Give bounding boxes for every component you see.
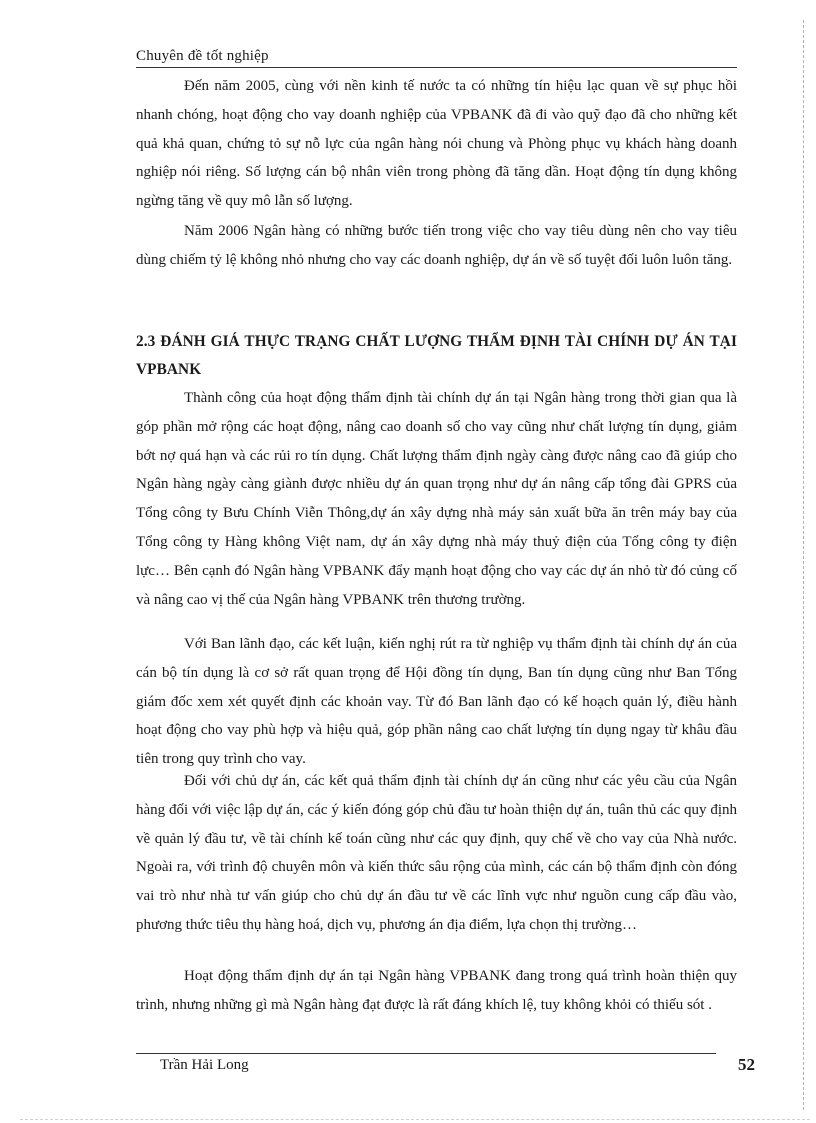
paragraph-management-benefits: Với Ban lãnh đạo, các kết luận, kiến nghị rút ra từ nghiệp vụ thẩm định tài chính dự án của cán bộ tín dụng là cơ sở rất quan trọng để Hội đồng tín dụng, Ban tín dụng cũng như Ban Tổng giám đốc xem xét quyết định các khoản vay. Từ đó Ban lãnh đạo có kế hoạch quản lý, điều hành hoạt động cho vay phù hợp và hiệu quả, góp phần nâng cao chất lượng tín dụng ngay từ khâu đầu tiên trong quy trình cho vay. (136, 636, 737, 768)
paragraph-process-conclusion: Hoạt động thẩm định dự án tại Ngân hàng VPBANK đang trong quá trình hoàn thiện quy trình, nhưng những gì mà Ngân hàng đạt được là rất đáng khích lệ, tuy không khỏi có thiếu sót . (136, 968, 737, 1013)
paragraph-2006-consumer-loans: Năm 2006 Ngân hàng có những bước tiến trong việc cho vay tiêu dùng nên cho vay tiêu dùng chiếm tỷ lệ không nhỏ nhưng cho vay các doanh nghiệp, dự án về số tuyệt đối luôn luôn tăng. (136, 223, 737, 268)
section-heading: 2.3 ĐÁNH GIÁ THỰC TRẠNG CHẤT LƯỢNG THẨM ĐỊNH TÀI CHÍNH DỰ ÁN TẠI VPBANK (136, 333, 737, 378)
running-header: Chuyên đề tốt nghiệp (136, 48, 269, 64)
paragraph-project-owner-benefits: Đối với chủ dự án, các kết quả thẩm định tài chính dự án cũng như các yêu cầu của Ngân hàng đối với việc lập dự án, các ý kiến đóng góp chủ đầu tư hoàn thiện dự án, tuân thủ các quy định về quản lý đầu tư, về tài chính kế toán cũng như các quy định, quy chế về cho vay của Nhà nước. Ngoài ra, với trình độ chuyên môn và kiến thức sâu rộng của mình, các cán bộ thẩm định còn đóng vai trò như nhà tư vấn giúp cho chủ dự án đầu tư về các lĩnh vực như nguồn cung cấp đầu vào, phương thức tiêu thụ hàng hoá, dịch vụ, phương án địa điểm, lựa chọn thị trường… (136, 773, 737, 933)
paragraph-appraisal-success: Thành công của hoạt động thẩm định tài chính dự án tại Ngân hàng trong thời gian qua là góp phần mở rộng các hoạt động, nâng cao doanh số cho vay cũng như chất lượng tín dụng, giảm bớt nợ quá hạn và các rủi ro tín dụng. Chất lượng thẩm định ngày càng được nâng cao đã giúp cho Ngân hàng ngày càng giành được nhiều dự án quan trọng như dự án nâng cấp tổng đài GPRS của Tổng công ty Bưu Chính Viễn Thông,dự án xây dựng nhà máy sản xuất bữa ăn trên máy bay của Tổng công ty Hàng không Việt nam, dự án xây dựng nhà máy thuỷ điện của Tổng công ty điện lực… Bên cạnh đó Ngân hàng VPBANK đẩy mạnh hoạt động cho vay các dự án nhỏ từ đó củng cố và nâng cao vị thế của Ngân hàng VPBANK trên thương trường. (136, 390, 737, 608)
page-bottom-divider (20, 1119, 810, 1120)
page-number: 52 (738, 1055, 755, 1074)
footer-rule (136, 1053, 716, 1054)
paragraph-2005-growth: Đến năm 2005, cùng với nền kinh tế nước ta có những tín hiệu lạc quan về sự phục hồi nhanh chóng, hoạt động cho vay doanh nghiệp của VPBANK đã đi vào quỹ đạo đã cho những kết quả khả quan, chứng tỏ sự nỗ lực của ngân hàng nói chung và Phòng phục vụ khách hàng doanh nghiệp nói riêng. Số lượng cán bộ nhân viên trong phòng đã tăng dần. Hoạt động tín dụng không ngừng tăng về quy mô lẫn số lượng. (136, 78, 737, 210)
page-edge-divider (803, 20, 804, 1110)
header-rule (136, 67, 737, 68)
footer-author: Trần Hải Long (160, 1057, 249, 1073)
